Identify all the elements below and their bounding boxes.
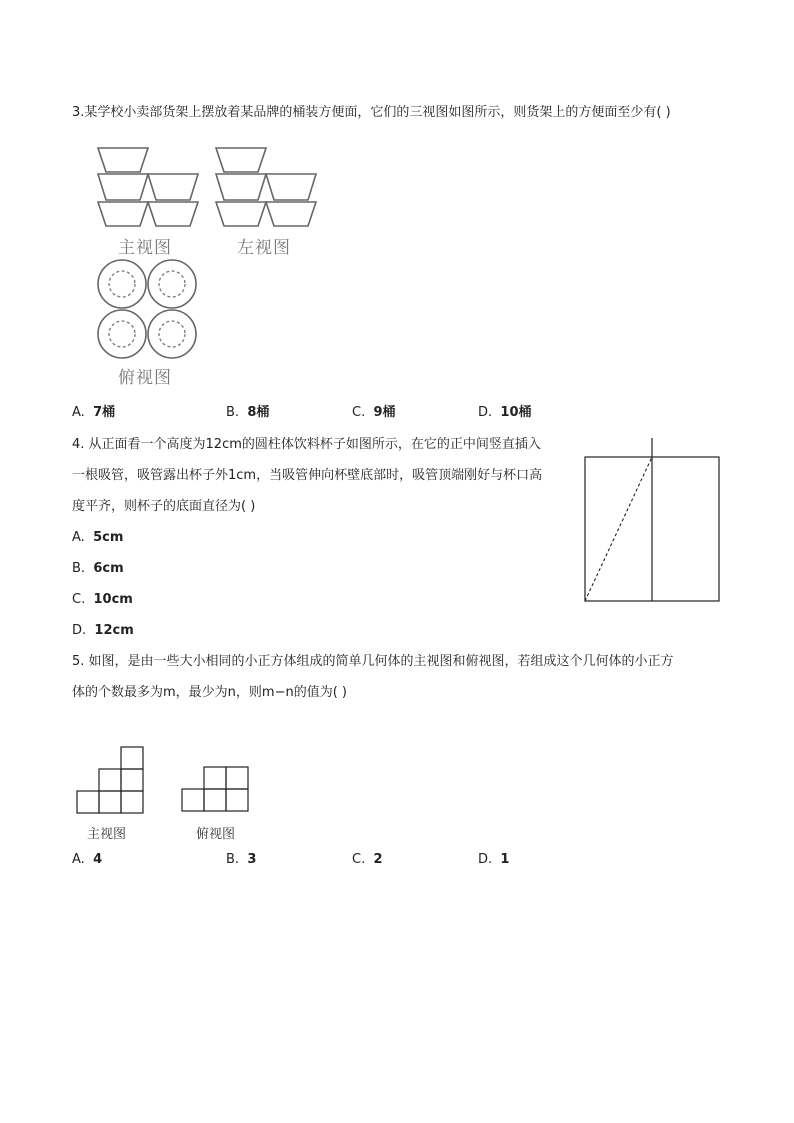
- q4-option-b[interactable]: B. 6cm: [72, 561, 124, 576]
- q4-option-d[interactable]: D. 12cm: [72, 623, 134, 638]
- q3-front-view-caption: 主视图: [118, 238, 172, 258]
- q4-option-c[interactable]: C. 10cm: [72, 592, 133, 607]
- q3-top-view-caption: 俯视图: [118, 368, 172, 388]
- q5-front-view-caption: 主视图: [87, 827, 127, 842]
- q4-option-a[interactable]: A. 5cm: [72, 530, 124, 545]
- q5-top-view-figure: [181, 766, 249, 812]
- q4-stem-line-2: 一根吸管，吸管露出杯子外1cm，当吸管伸向杯壁底部时，吸管顶端刚好与杯口高: [72, 468, 543, 483]
- q5-stem-line-1: 5. 如图，是由一些大小相同的小正方体组成的简单几何体的主视图和俯视图，若组成这个几何体的小正方: [72, 654, 674, 669]
- q3-option-d[interactable]: D. 10桶: [478, 405, 532, 420]
- q3-front-view-figure: [96, 146, 206, 228]
- q3-option-b[interactable]: B. 8桶: [226, 405, 270, 420]
- q5-stem-line-2: 体的个数最多为m，最少为n，则m−n的值为( ): [72, 685, 347, 700]
- q5-option-d[interactable]: D. 1: [478, 852, 510, 867]
- q5-option-b[interactable]: B. 3: [226, 852, 257, 867]
- q3-left-view-figure: [214, 146, 324, 228]
- q5-option-a[interactable]: A. 4: [72, 852, 103, 867]
- q3-top-view-figure: [96, 258, 200, 362]
- q3-option-a[interactable]: A. 7桶: [72, 405, 116, 420]
- q3-left-view-caption: 左视图: [237, 238, 291, 258]
- q5-top-view-caption: 俯视图: [196, 827, 236, 842]
- q4-stem-line-1: 4. 从正面看一个高度为12cm的圆柱体饮料杯子如图所示，在它的正中间竖直插入: [72, 437, 541, 452]
- q5-front-view-figure: [76, 746, 144, 814]
- q5-option-c[interactable]: C. 2: [352, 852, 383, 867]
- q4-stem-line-3: 度平齐，则杯子的底面直径为( ): [72, 499, 256, 514]
- q3-option-c[interactable]: C. 9桶: [352, 405, 396, 420]
- q3-stem: 3.某学校小卖部货架上摆放着某品牌的桶装方便面，它们的三视图如图所示，则货架上的方便面至少有( ): [72, 105, 671, 120]
- q4-cup-figure: [583, 436, 721, 604]
